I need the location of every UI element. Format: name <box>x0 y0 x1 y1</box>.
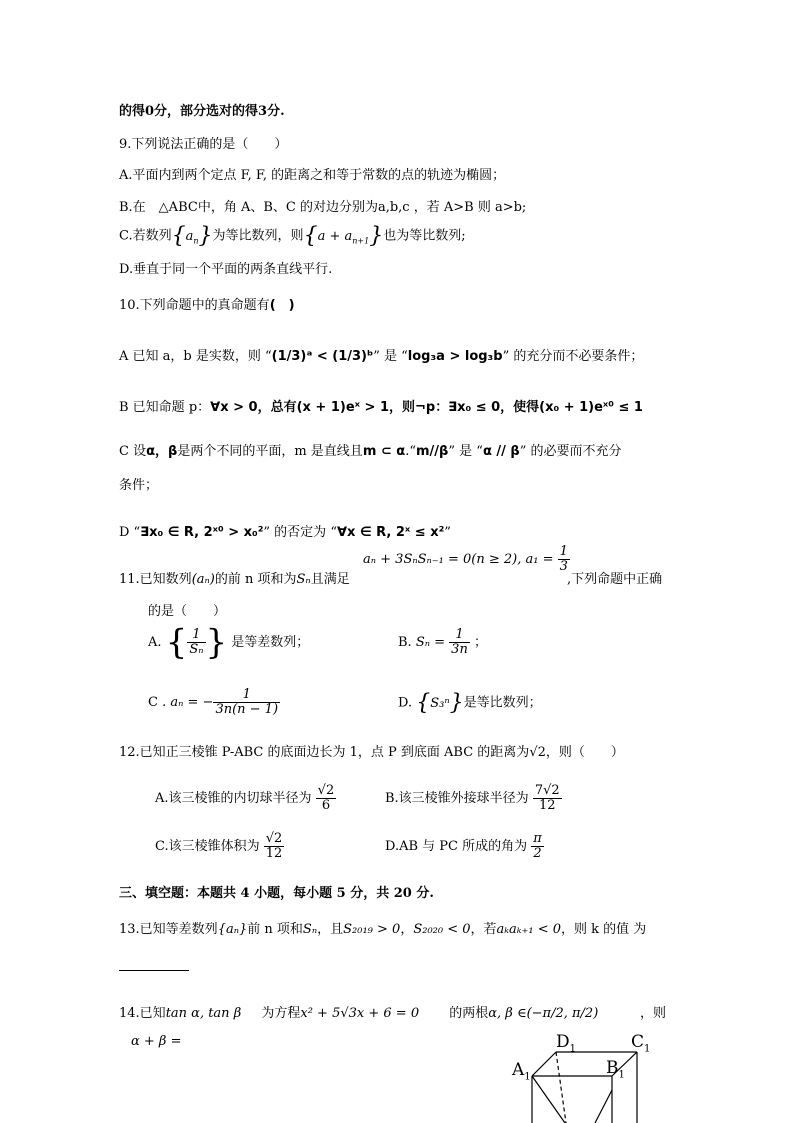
q12a-text: A.该三棱锥的内切球半径为 <box>155 791 312 806</box>
q9c-text-3: 也为等比数列; <box>383 228 466 244</box>
q10c-text-4: ” 是 “ <box>448 444 483 459</box>
q10-text: 10.下列命题中的真命题有 <box>119 298 270 313</box>
q11a-frac: $\frac{1}{\text{Sₙ}}$ <box>189 627 204 657</box>
q10c-math-3: m//β <box>416 444 449 459</box>
q12b-frac: $\frac{7√2}{12}$ <box>534 783 560 813</box>
q11c-a: aₙ = − <box>170 695 214 710</box>
q12c-frac: $\frac{√2}{12}$ <box>265 831 283 861</box>
q10d-math-2: ∀x ∈ R, 2ˣ ≤ x² <box>336 525 445 540</box>
q12-text-2: ，则（ ） <box>545 745 624 760</box>
q11b-end: ； <box>473 635 487 650</box>
q10b-math: ∀x > 0，总有(x + 1)eˣ > 1，则¬p：∃x₀ ≤ 0，使得(x₀ + 1)eˣ⁰ ≤ 1 <box>210 400 643 415</box>
q11-tail: ,下列命题中正确 <box>567 572 663 587</box>
q13-text-3: ，且 <box>317 922 344 937</box>
question-9: 9.下列说法正确的是（ ） <box>119 137 288 152</box>
q9c-text-2: 为等比数列，则 <box>212 228 304 244</box>
q11c-frac: $\frac{1}{3n(n - 1)}$ <box>215 687 279 717</box>
q10a-text-3: ” 的充分而不必要条件； <box>502 349 644 364</box>
q13-an: {aₙ} <box>217 922 248 937</box>
q10d-text-2: ” 的否定为 “ <box>263 525 337 540</box>
q14-text-3: 的两根 <box>449 1006 489 1021</box>
q10c-text-2: 是两个不同的平面，m 是直线且 <box>177 444 363 459</box>
q11c-label: C . <box>148 695 167 710</box>
q9-option-d: D.垂直于同一个平面的两条直线平行. <box>119 262 333 277</box>
q12-text-1: 12.已知正三棱锥 P-ABC 的底面边长为 1，点 P 到底面 ABC 的距离为 <box>119 745 530 760</box>
q10-option-c-cont: 条件； <box>119 478 159 493</box>
q10c-text-3: .“ <box>405 444 417 459</box>
q9c-an: $\{a_n\}$ <box>171 223 213 248</box>
q10a-text-2: ” 是 “ <box>373 349 408 364</box>
q9c-sum: $\{a + a_{n+1}\}$ <box>303 223 384 248</box>
q9c-text-1: C.若数列 <box>119 228 172 244</box>
q12b-text: B.该三棱锥外接球半径为 <box>385 791 529 806</box>
q11b-s: Sₙ = <box>415 635 446 650</box>
q11d-label: D. <box>398 695 413 711</box>
q14-ab: α, β ∈ <box>488 1006 527 1021</box>
q14-eq: x² + 5√3x + 6 = 0 <box>300 1006 420 1021</box>
q11-cond-frac: $\frac{1}{3}$ <box>559 544 568 574</box>
q12d-frac: $\frac{\pi}{2}$ <box>533 831 542 861</box>
q14-tail: ，则 <box>640 1006 667 1021</box>
section-3-heading: 三、填空题：本题共 4 小题，每小题 5 分，共 20 分. <box>119 886 434 901</box>
q11b-label: B. <box>398 635 412 650</box>
cube-label-b: $B_1$ <box>606 1058 625 1081</box>
q13-text-6: ，则 k 的值 为 <box>561 922 647 937</box>
cube-edge-a1-d1 <box>532 1052 556 1076</box>
q11-stem-end: 的是（ ） <box>148 604 227 619</box>
q13-s1: S₂₀₁₉ > 0 <box>343 922 401 937</box>
q14-text-2: 为方程 <box>261 1006 301 1021</box>
q10b-text-1: B 已知命题 p： <box>119 400 211 415</box>
q11d-s: {S₃ⁿ} <box>416 690 464 715</box>
q11b-frac: $\frac{1}{3n}$ <box>451 627 468 657</box>
q10a-text-1: A 已知 a，b 是实数，则 “ <box>119 349 272 364</box>
q10d-text-3: ” <box>444 525 451 540</box>
q13-text-1: 13.已知等差数列 <box>119 922 218 937</box>
q10c-text-1: C 设 <box>119 444 147 459</box>
q11-text-2: 的前 n 项和为 <box>214 572 297 587</box>
q11a-label: A. <box>148 635 162 650</box>
q14-tan: tan α, tan β <box>165 1006 242 1021</box>
q13-sn: Sₙ <box>302 922 318 937</box>
q10c-text-5: ” 的必要而不充分 <box>519 444 622 459</box>
q11-sn: Sₙ <box>296 572 311 587</box>
q10c-math-2: m ⊂ α <box>362 444 406 459</box>
q12d-text: D.AB 与 PC 所成的角为 <box>385 839 528 854</box>
q10d-text-1: D “ <box>119 525 141 540</box>
q13-ak: aₖaₖ₊₁ < 0 <box>496 922 562 937</box>
q11-option-a: A. { $\frac{1}{\text{Sₙ}}$ } 是等差数列； <box>148 622 310 663</box>
q13-text-4: ， <box>400 922 414 937</box>
q14-sum: α + β = <box>131 1034 182 1049</box>
q11-cond-eq: aₙ + 3SₙSₙ₋₁ = 0(n ≥ 2), a₁ = <box>363 552 554 567</box>
q12-sqrt: √2 <box>529 745 546 760</box>
q11-an: (aₙ) <box>191 572 215 587</box>
q9-option-a: A.平面内到两个定点 F, F, 的距离之和等于常数的点的轨迹为椭圆； <box>119 168 506 183</box>
q12a-frac: $\frac{√2}{6}$ <box>317 783 335 813</box>
q11d-text: 是等比数列； <box>463 695 542 711</box>
q10d-math-1: ∃x₀ ∈ R, 2ˣ⁰ > x₀² <box>140 525 264 540</box>
q13-text-2: 前 n 项和 <box>247 922 303 937</box>
q10-paren: ( ) <box>269 298 295 313</box>
q11-text-1: 11.已知数列 <box>119 572 192 587</box>
cube-label-a: $A_1$ <box>512 1060 531 1083</box>
q10a-math-2: log₃a > log₃b <box>407 349 503 364</box>
q13-s2: S₂₀₂₀ < 0 <box>413 922 471 937</box>
q9-option-b: B.在 △ABC中，角 A、B、C 的对边分别为a,b,c ，若 A>B 则 a>b; <box>119 200 527 215</box>
q11-text-3: 且满足 <box>310 572 350 587</box>
q12c-text: C.该三棱锥体积为 <box>155 839 260 854</box>
scoring-note: 的得0分，部分选对的得3分. <box>119 104 285 119</box>
cube-label-d: $D_1$ <box>556 1032 577 1055</box>
q11a-text: 是等差数列； <box>231 635 310 650</box>
q13-text-5: ，若 <box>470 922 497 937</box>
q10c-math-4: α // β <box>482 444 520 459</box>
cube-diag-b1 <box>595 1090 612 1123</box>
q14-range: (−π/2, π/2) <box>526 1006 599 1021</box>
q10c-math-1: α，β <box>146 444 178 459</box>
q14-text-1: 14.已知 <box>119 1006 166 1021</box>
q10a-math-1: (1/3)ᵃ < (1/3)ᵇ <box>271 349 374 364</box>
cube-label-c: $C_1$ <box>631 1032 651 1055</box>
